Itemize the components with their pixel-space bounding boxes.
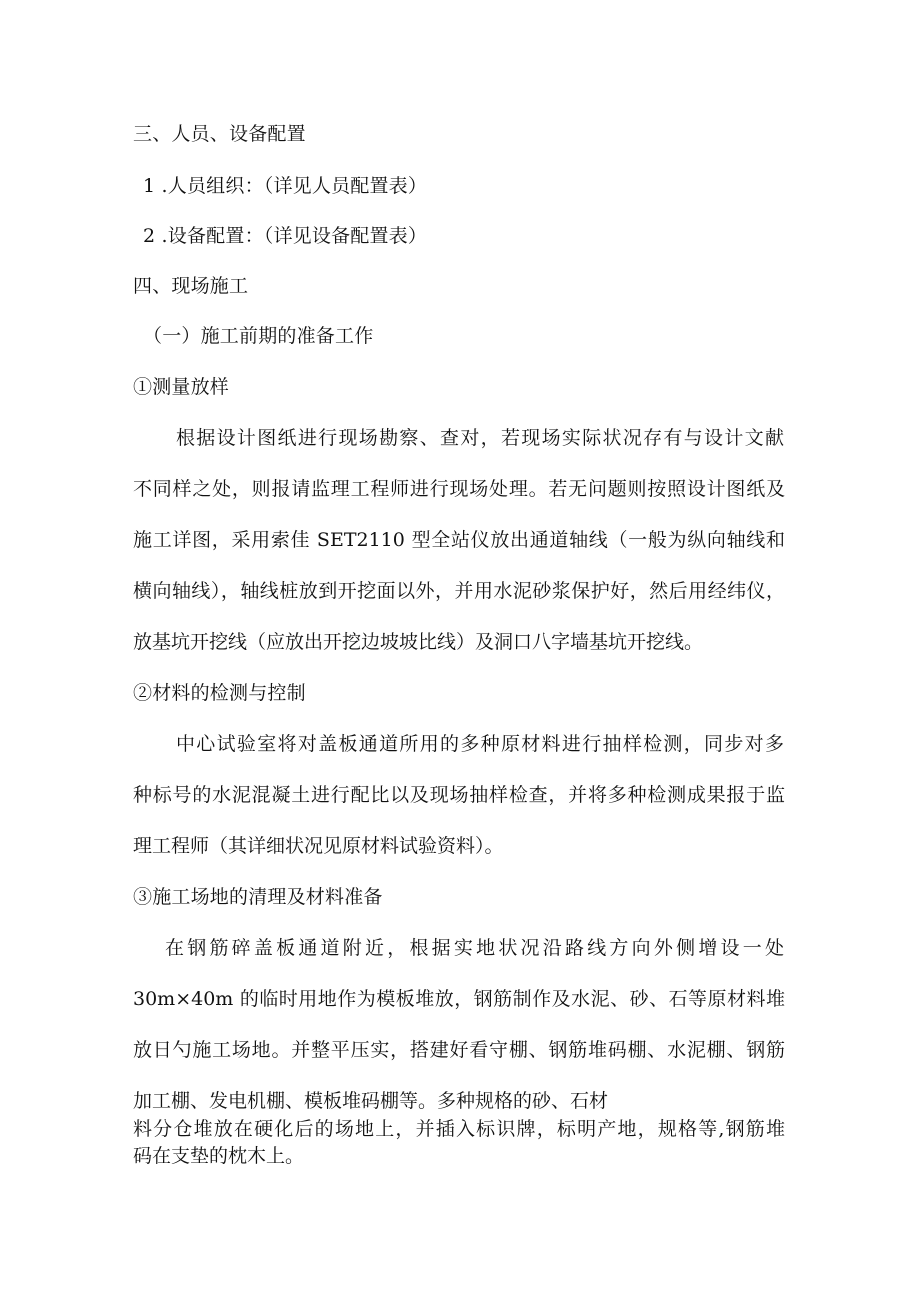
personnel-item: 1 .人员组织：（详见人员配置表） bbox=[143, 175, 428, 197]
paragraph-line: 30m×40m 的临时用地作为模板堆放，钢筋制作及水泥、砂、石等原材料堆 bbox=[133, 988, 785, 1010]
paragraph-line: 放日勺施工场地。并整平压实，搭建好看守棚、钢筋堆码棚、水泥棚、钢筋 bbox=[133, 1039, 785, 1061]
paragraph-line: 料分仓堆放在硬化后的场地上，并插入标识牌，标明产地，规格等,钢筋堆 bbox=[133, 1118, 785, 1140]
paragraph-line: 横向轴线），轴线桩放到开挖面以外，并用水泥砂浆保护好，然后用经纬仪， bbox=[133, 580, 785, 602]
paragraph-line: 码在支垫的枕木上。 bbox=[133, 1145, 305, 1167]
paragraph-line: 放基坑开挖线（应放出开挖边坡坡比线）及洞口八字墙基坑开挖线。 bbox=[133, 631, 704, 653]
equipment-item: 2 .设备配置：（详见设备配置表） bbox=[143, 225, 428, 247]
site-title: ③施工场地的清理及材料准备 bbox=[133, 886, 383, 908]
section-4-heading: 四、现场施工 bbox=[133, 275, 249, 297]
survey-title: ①测量放样 bbox=[133, 376, 230, 398]
paragraph-line: 在钢筋碎盖板通道附近，根据实地状况沿路线方向外侧增设一处 bbox=[165, 937, 784, 959]
paragraph-line: 中心试验室将对盖板通道所用的多种原材料进行抽样检测，同步对多 bbox=[176, 733, 784, 755]
paragraph-line: 种标号的水泥混凝土进行配比以及现场抽样检查，并将多种检测成果报于监 bbox=[133, 784, 785, 806]
subsection-heading: （一）施工前期的准备工作 bbox=[143, 325, 374, 347]
paragraph-line: 理工程师（其详细状况见原材料试验资料）。 bbox=[133, 835, 504, 857]
paragraph-line: 加工棚、发电机棚、模板堆码棚等。多种规格的砂、石材 bbox=[133, 1090, 609, 1112]
paragraph-line: 根据设计图纸进行现场勘察、查对，若现场实际状况存有与设计文献 bbox=[176, 427, 784, 449]
materials-title: ②材料的检测与控制 bbox=[133, 682, 306, 704]
section-3-heading: 三、人员、设备配置 bbox=[133, 123, 306, 145]
paragraph-line: 不同样之处，则报请监理工程师进行现场处理。若无问题则按照设计图纸及 bbox=[133, 478, 785, 500]
paragraph-line: 施工详图，采用索佳 SET2110 型全站仪放出通道轴线（一般为纵向轴线和 bbox=[133, 529, 785, 551]
